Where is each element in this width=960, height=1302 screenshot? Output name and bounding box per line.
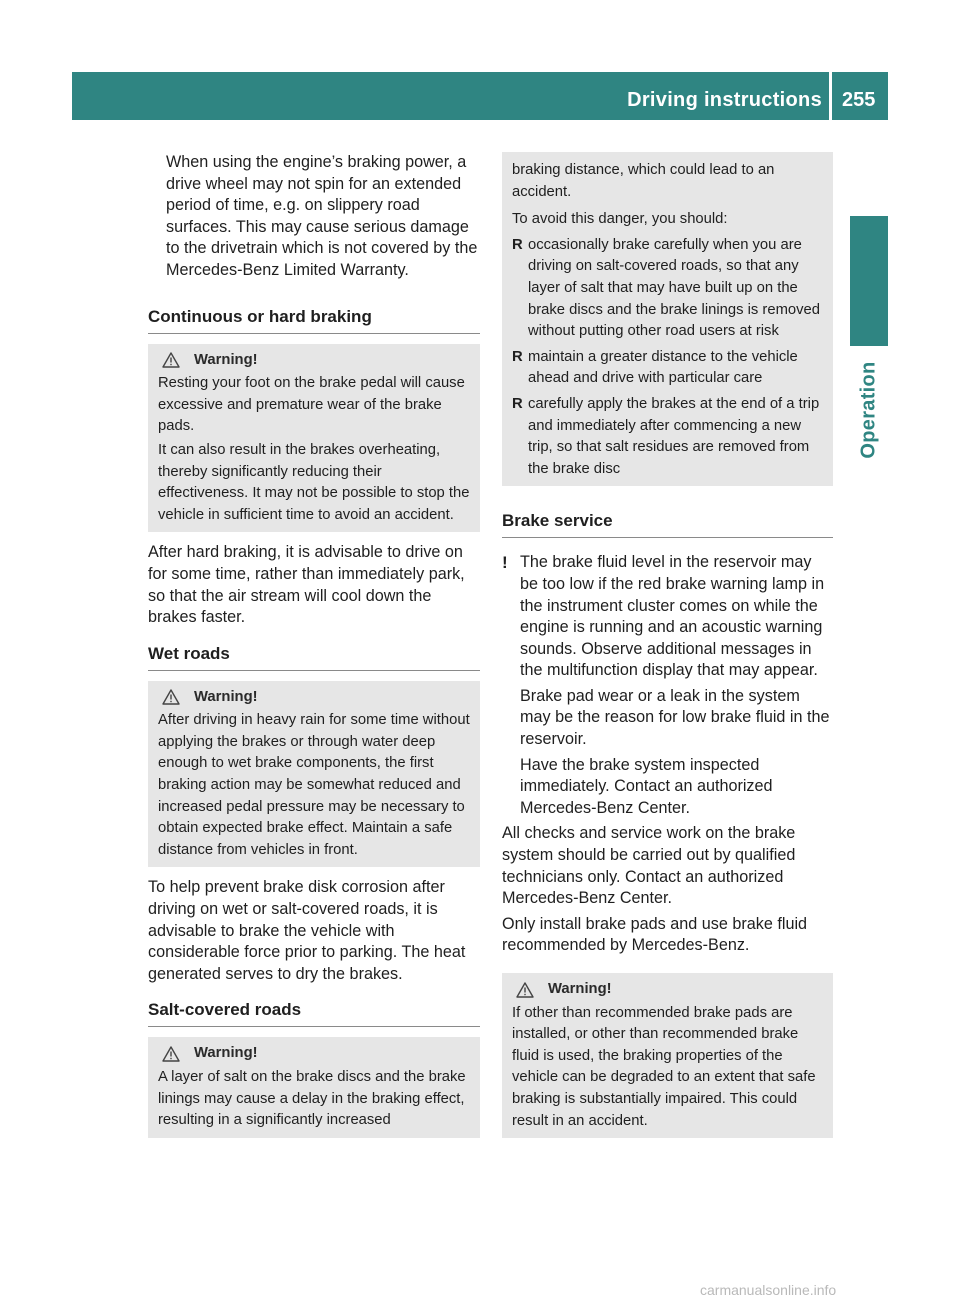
warning-header [162,350,472,372]
note-text: Have the brake system inspected immediately. Contact an authorized Mercedes-Benz Center. [520,755,773,817]
warning-text: After driving in heavy rain for some time without applying the brakes or through water deep enough to wet brake components, the first braking action may be somewhat reduced and increased pedal pressure may be necessary to obtain expected brake effect. Maintain a safe distance from vehicles in front. [158,712,470,858]
warning-text: Resting your foot on the brake pedal will cause excessive and premature wear of the brake pads. [158,375,465,435]
side-tab-block [850,216,888,346]
service-paragraph: All checks and service work on the brake system should be carried out by qualified technicians only. Contact an authorized Mercedes-Benz Center. [502,824,796,908]
bullet-marker: R [512,236,523,253]
page-number: 255 [842,89,876,111]
side-tab-label: Operation [857,361,880,459]
warning-title: Warning! [194,688,258,705]
heading-salt-covered-roads: Salt-covered roads [148,999,480,1027]
page-title: Driving instructions [627,89,822,111]
warning-text: It can also result in the brakes overheating, thereby significantly reducing their effectiveness. It may not be possible to stop the vehicle in sufficient time to avoid an accident. [158,441,470,523]
warning-text: To avoid this danger, you should: [512,211,728,228]
header-separator [829,72,832,120]
warning-title: Warning! [194,351,258,368]
warning-text: braking distance, which could lead to an accident. [512,162,775,200]
warning-header [516,979,825,1001]
caution-note [502,552,833,682]
list-item-text: carefully apply the brakes at the end of a trip and immediately after commencing a new trip, so that salt residues are removed from the brake disc [528,395,820,477]
list-item-text: maintain a greater distance to the vehicle ahead and drive with particular care [528,348,798,387]
heading-continuous-braking: Continuous or hard braking [148,306,480,334]
warning-box-wet-roads [148,681,480,868]
warning-title: Warning! [194,1045,258,1062]
bullet-marker: R [512,395,523,412]
warning-box-salt-roads [148,1037,480,1137]
warning-triangle-icon [516,982,534,998]
heading-brake-service: Brake service [502,510,833,538]
after-hard-braking-paragraph: After hard braking, it is advisable to drive on for some time, rather than immediately park, so that the air stream will cool down the brakes faster. [148,543,465,627]
warning-text: A layer of salt on the brake discs and the brake linings may cause a delay in the braking effect, resulting in a significantly increased [158,1069,466,1129]
list-item [512,235,825,343]
warning-box-salt-roads-continued [502,152,833,486]
warning-header [162,687,472,709]
heading-wet-roads: Wet roads [148,643,480,671]
bullet-marker: R [512,348,523,365]
warning-header [162,1043,472,1065]
warning-box-continuous-braking [148,344,480,533]
warning-triangle-icon [162,1046,180,1062]
warning-box-brake-parts [502,973,833,1138]
warning-text: If other than recommended brake pads are installed, or other than recommended brake fluid is used, the braking properties of the vehicle can be degraded to an extent that safe braking is substantially impaired. This could result in an accident. [512,1004,816,1129]
left-column [148,152,480,1138]
warning-title: Warning! [548,981,612,997]
service-paragraph: Only install brake pads and use brake fluid recommended by Mercedes-Benz. [502,914,808,955]
watermark: carmanualsonline.info [700,1282,837,1298]
warning-triangle-icon [162,352,180,368]
note-text: Brake pad wear or a leak in the system may be the reason for low brake fluid in the reservoir. [520,686,830,749]
list-item-text: occasionally brake carefully when you are driving on salt-covered roads, so that any layer of salt that may have built up on the brake discs and the brake linings is removed without putting other road users at risk [528,236,820,340]
list-item [512,394,825,480]
right-column [502,152,833,1138]
caution-icon: ! [502,553,508,573]
warning-triangle-icon [162,689,180,705]
corrosion-paragraph: To help prevent brake disk corrosion after driving on wet or salt-covered roads, it is advisable to brake the vehicle with considerable force prior to parking. The heat generated serves to dry the brakes. [148,878,466,983]
list-item [512,347,825,390]
note-text: The brake fluid level in the reservoir may be too low if the red brake warning lamp in the instrument cluster comes on while the engine is running and an acoustic warning sounds. Observe additional messages in the multifunction display that may appear. [520,553,825,680]
intro-paragraph: When using the engine’s braking power, a drive wheel may not spin for an extended period of time, e.g. on slippery road surfaces. This may cause serious damage to the drivetrain which is not covered by the Mercedes-Benz Limited Warranty. [166,153,478,279]
